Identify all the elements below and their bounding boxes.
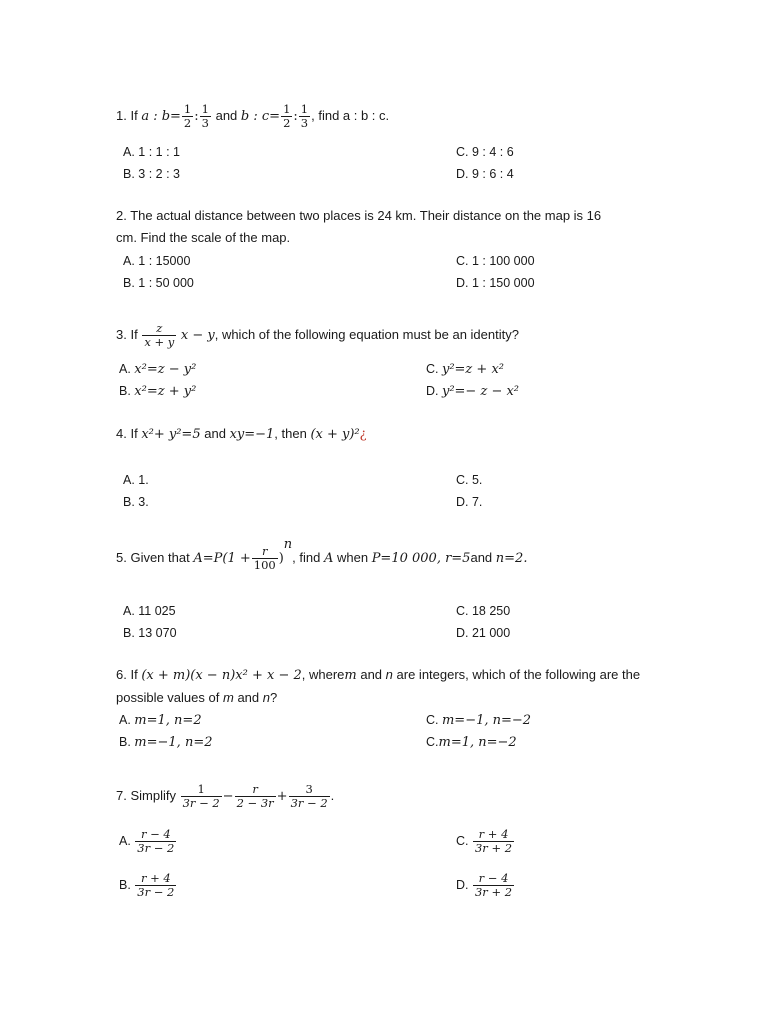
q5-option-a[interactable]: A. 11 025 [123, 604, 176, 618]
q1-fraction-4: $\frac{1}{3}$ [300, 102, 309, 130]
q1-cond1: a : b= [141, 108, 181, 124]
q7-option-a[interactable]: A. $\frac{r - 4}{3r - 2}$ [119, 827, 175, 855]
q1-fraction-3: $\frac{1}{2}$ [283, 102, 291, 130]
question-6-line-1: 6. If (x + m)(x − n)x² + x − 2, wherem and n are integers, which of the following are the [116, 667, 641, 683]
q2-option-c[interactable]: C. 1 : 100 000 [456, 254, 535, 268]
q5-option-d[interactable]: D. 21 000 [456, 626, 511, 640]
q7-option-b[interactable]: B. $\frac{r + 4}{3r - 2}$ [119, 871, 175, 899]
question-2-line-1: 2. The actual distance between two places is 24 km. Their distance on the map is 16 [116, 208, 602, 223]
question-6-line-2: possible values of m and n? [116, 690, 278, 705]
q3-rest: x − y [180, 327, 215, 343]
q3-option-c[interactable]: C. y²=z + x² [426, 362, 504, 377]
q7-term-1: $\frac{1}{3r - 2}$ [182, 782, 220, 810]
q1-cond2: b : c= [240, 108, 281, 124]
q5-option-c[interactable]: C. 18 250 [456, 604, 511, 618]
q4-option-b[interactable]: B. 3. [123, 495, 149, 509]
q3-option-b[interactable]: B. x²=z + y² [119, 384, 197, 399]
q6-option-a[interactable]: A. m=1, n=2 [119, 713, 202, 728]
q7-option-d[interactable]: D. $\frac{r - 4}{3r + 2}$ [456, 871, 513, 899]
q1-option-b[interactable]: B. 3 : 2 : 3 [123, 167, 180, 181]
q1-lead: 1. If [116, 107, 138, 123]
question-4: 4. If x²+ y²=5 and xy=−1, then (x + y)²¿ [116, 426, 367, 442]
q1-fraction-2: $\frac{1}{3}$ [201, 102, 209, 130]
question-7: 7. Simplify $\frac{1}{3r - 2}$ − $\frac{r}{2 - 3r}$ + $\frac{3}{3r - 2}$ . [116, 782, 335, 810]
question-3: 3. If $\frac{z}{x + y}$ x − y, which of the following equation must be an identity? [116, 321, 519, 349]
q3-fraction: $\frac{z}{x + y}$ [144, 321, 175, 349]
q4-option-a[interactable]: A. 1. [123, 473, 149, 487]
question-2-line-2: cm. Find the scale of the map. [116, 230, 291, 245]
q4-option-d[interactable]: D. 7. [456, 495, 483, 509]
q6-option-c[interactable]: C. m=−1, n=−2 [426, 713, 532, 728]
q7-term-3: $\frac{3}{3r - 2}$ [290, 782, 328, 810]
q3-option-a[interactable]: A. x²=z − y² [119, 362, 197, 377]
q1-fraction-1: $\frac{1}{2}$ [183, 102, 192, 130]
q5-fraction: $\frac{r}{100}$ [253, 544, 276, 573]
q4-option-c[interactable]: C. 5. [456, 473, 483, 487]
question-1: 1. If a : b= $\frac{1}{2}$ : $\frac{1}{3}$ and b : c= $\frac{1}{2}$ : $\frac{1}{3}$ , find a : b : c. [116, 102, 390, 130]
q6-option-d[interactable]: C.m=1, n=−2 [426, 735, 517, 750]
q5-option-b[interactable]: B. 13 070 [123, 626, 177, 640]
q4-glyph: ¿ [359, 427, 367, 442]
q1-option-c[interactable]: C. 9 : 4 : 6 [456, 145, 514, 159]
q2-option-d[interactable]: D. 1 : 150 000 [456, 276, 535, 290]
q2-option-a[interactable]: A. 1 : 15000 [123, 254, 191, 268]
q1-option-a[interactable]: A. 1 : 1 : 1 [123, 145, 180, 159]
q2-option-b[interactable]: B. 1 : 50 000 [123, 276, 194, 290]
q6-option-b[interactable]: B. m=−1, n=2 [119, 735, 213, 750]
q3-option-d[interactable]: D. y²=− z − x² [426, 384, 520, 399]
q1-option-d[interactable]: D. 9 : 6 : 4 [456, 167, 514, 181]
q7-option-c[interactable]: C. $\frac{r + 4}{3r + 2}$ [456, 827, 513, 855]
question-5: 5. Given that A=P(1 + $\frac{r}{100}$ )$^n$, find A when P=10 000, r=5and n=2. [116, 537, 528, 573]
q7-term-2: $\frac{r}{2 - 3r}$ [236, 782, 274, 810]
